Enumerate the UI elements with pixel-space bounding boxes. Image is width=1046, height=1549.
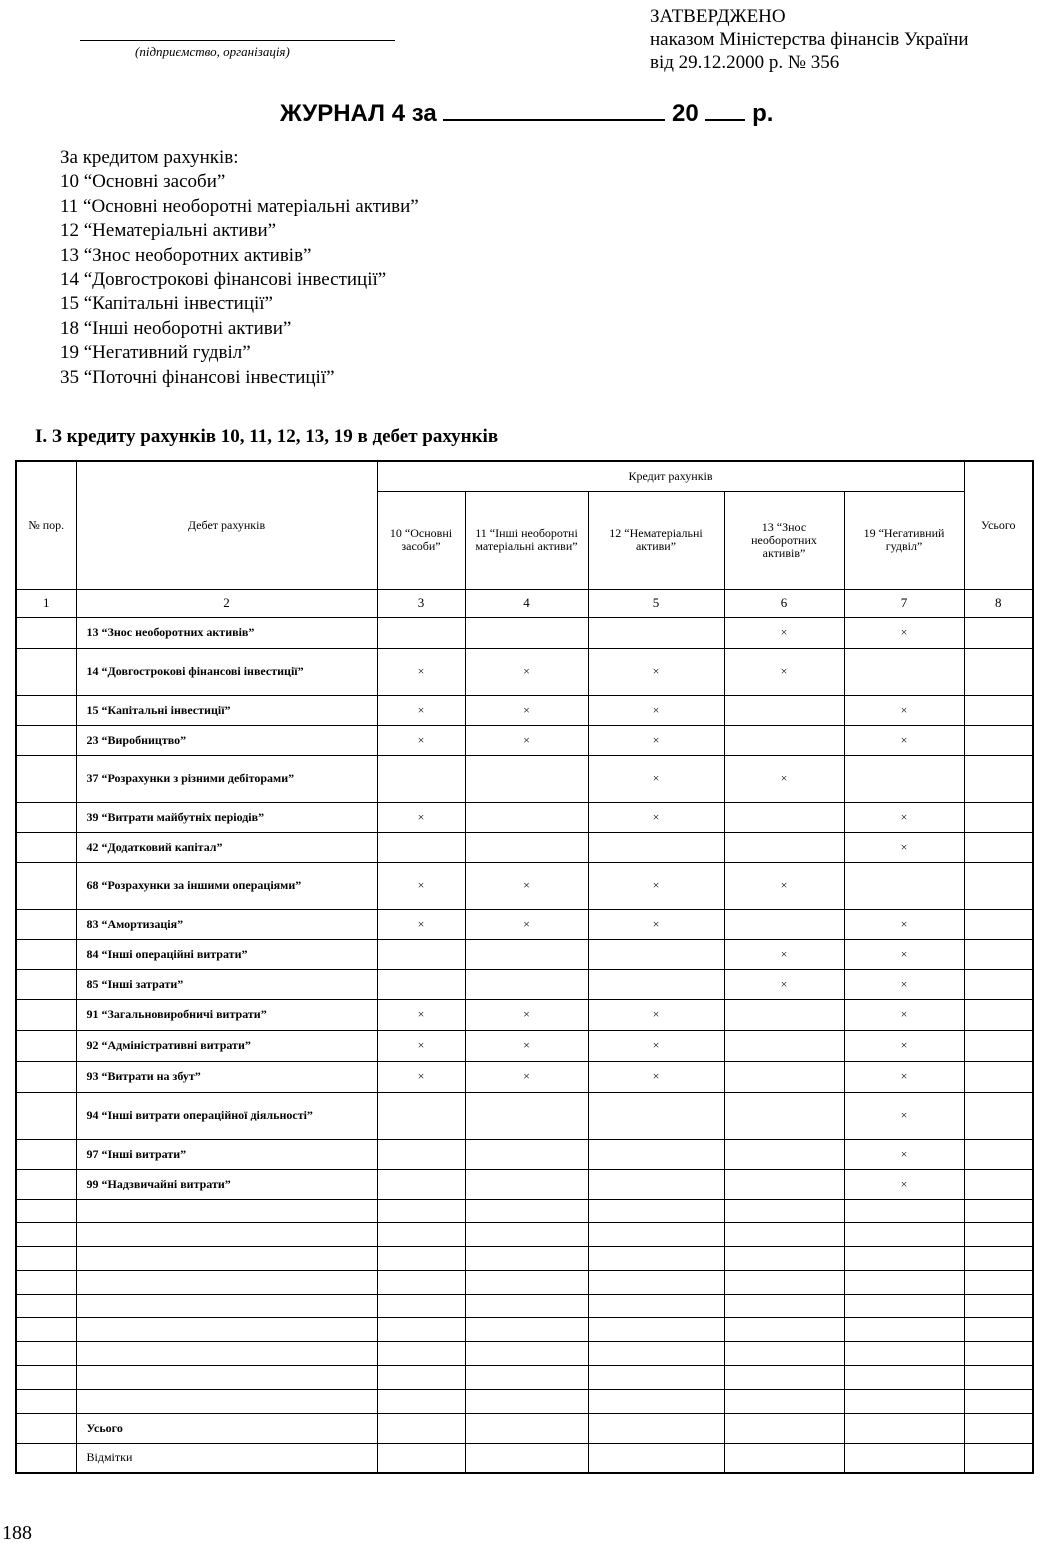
column-numbers-row bbox=[16, 589, 1033, 617]
empty-cell[interactable] bbox=[465, 1199, 588, 1223]
empty-cell[interactable] bbox=[964, 1389, 1033, 1413]
notes-row-label: Відмітки bbox=[76, 1443, 377, 1473]
table-row bbox=[16, 999, 1033, 1030]
debit-account-cell: 37 “Розрахунки з різними дебіторами” bbox=[76, 755, 377, 802]
credit-col-header: 11 “Інші необоротні матеріальні активи” bbox=[465, 491, 588, 589]
empty-row bbox=[16, 1342, 1033, 1366]
header-credit: Кредит рахунків bbox=[377, 461, 964, 491]
table-row bbox=[16, 1061, 1033, 1092]
empty-cell[interactable] bbox=[16, 1223, 76, 1247]
total-row-label: Усього bbox=[76, 1413, 377, 1443]
total-cell[interactable] bbox=[964, 1030, 1033, 1061]
credit-cell[interactable] bbox=[465, 832, 588, 862]
credit-cell[interactable]: × bbox=[588, 725, 724, 755]
credit-cell[interactable] bbox=[724, 695, 844, 725]
empty-cell[interactable] bbox=[16, 1199, 76, 1223]
credit-col-header: 13 “Знос необоротних активів” bbox=[724, 491, 844, 589]
credit-cell[interactable]: × bbox=[377, 862, 465, 909]
empty-cell[interactable] bbox=[76, 1342, 377, 1366]
credit-cell[interactable] bbox=[377, 1139, 465, 1169]
empty-cell[interactable] bbox=[377, 1223, 465, 1247]
row-number-cell[interactable] bbox=[16, 909, 76, 939]
credit-col-header: 19 “Негативний гудвіл” bbox=[844, 491, 964, 589]
empty-cell[interactable] bbox=[724, 1294, 844, 1318]
empty-cell[interactable] bbox=[465, 1247, 588, 1271]
credit-cell[interactable]: × bbox=[844, 1169, 964, 1199]
credit-cell[interactable] bbox=[465, 755, 588, 802]
credit-cell[interactable]: × bbox=[465, 725, 588, 755]
empty-cell[interactable] bbox=[588, 1318, 724, 1342]
empty-cell[interactable] bbox=[377, 1270, 465, 1294]
organization-line bbox=[80, 40, 395, 41]
total-cell[interactable] bbox=[964, 802, 1033, 832]
credit-cell[interactable]: × bbox=[724, 862, 844, 909]
empty-row bbox=[16, 1199, 1033, 1223]
journal-table bbox=[15, 460, 1034, 1474]
row-number-cell[interactable] bbox=[16, 832, 76, 862]
empty-cell[interactable] bbox=[724, 1247, 844, 1271]
column-number: 7 bbox=[844, 589, 964, 617]
empty-cell[interactable] bbox=[964, 1223, 1033, 1247]
empty-cell[interactable] bbox=[724, 1318, 844, 1342]
credit-cell[interactable]: × bbox=[377, 695, 465, 725]
credit-cell[interactable] bbox=[724, 909, 844, 939]
credit-cell[interactable]: × bbox=[724, 648, 844, 695]
debit-account-cell: 99 “Надзвичайні витрати” bbox=[76, 1169, 377, 1199]
empty-cell[interactable] bbox=[724, 1270, 844, 1294]
credit-cell[interactable]: × bbox=[588, 909, 724, 939]
credit-cell[interactable]: × bbox=[465, 1061, 588, 1092]
row-number-cell[interactable] bbox=[16, 939, 76, 969]
credit-cell[interactable] bbox=[724, 802, 844, 832]
empty-cell[interactable] bbox=[964, 1294, 1033, 1318]
empty-cell[interactable] bbox=[16, 1270, 76, 1294]
credit-cell[interactable] bbox=[588, 832, 724, 862]
empty-cell[interactable] bbox=[844, 1199, 964, 1223]
empty-cell[interactable] bbox=[964, 1247, 1033, 1271]
empty-cell[interactable] bbox=[76, 1199, 377, 1223]
table-row bbox=[16, 755, 1033, 802]
header-debit: Дебет рахунків bbox=[76, 461, 377, 589]
credit-cell[interactable]: × bbox=[844, 969, 964, 999]
table-row bbox=[16, 909, 1033, 939]
credit-cell[interactable]: × bbox=[465, 909, 588, 939]
credit-cell[interactable] bbox=[724, 1061, 844, 1092]
debit-account-cell: 42 “Додатковий капітал” bbox=[76, 832, 377, 862]
table-row bbox=[16, 1030, 1033, 1061]
empty-row bbox=[16, 1389, 1033, 1413]
empty-cell[interactable] bbox=[16, 1247, 76, 1271]
column-number: 1 bbox=[16, 589, 76, 617]
empty-cell[interactable] bbox=[465, 1413, 588, 1443]
row-number-cell[interactable] bbox=[16, 1061, 76, 1092]
credit-cell[interactable] bbox=[465, 1169, 588, 1199]
approved-label: ЗАТВЕРДЖЕНО bbox=[650, 6, 786, 27]
row-number-cell[interactable] bbox=[16, 862, 76, 909]
credit-cell[interactable] bbox=[724, 1092, 844, 1139]
total-cell[interactable] bbox=[964, 617, 1033, 648]
empty-cell[interactable] bbox=[76, 1318, 377, 1342]
row-number-cell[interactable] bbox=[16, 1443, 76, 1473]
total-row bbox=[16, 1413, 1033, 1443]
row-number-cell[interactable] bbox=[16, 1030, 76, 1061]
title-prefix: ЖУРНАЛ 4 за bbox=[280, 100, 437, 127]
approval-block bbox=[650, 5, 969, 74]
empty-cell[interactable] bbox=[377, 1389, 465, 1413]
credit-cell[interactable] bbox=[588, 1092, 724, 1139]
row-number-cell[interactable] bbox=[16, 725, 76, 755]
credit-cell[interactable] bbox=[588, 969, 724, 999]
total-cell[interactable] bbox=[964, 695, 1033, 725]
empty-cell[interactable] bbox=[76, 1294, 377, 1318]
total-cell[interactable] bbox=[964, 909, 1033, 939]
credit-cell[interactable] bbox=[724, 1169, 844, 1199]
credit-cell[interactable] bbox=[724, 1139, 844, 1169]
credit-cell[interactable] bbox=[377, 617, 465, 648]
credit-cell[interactable]: × bbox=[465, 1030, 588, 1061]
empty-cell[interactable] bbox=[588, 1443, 724, 1473]
debit-account-cell: 92 “Адміністративні витрати” bbox=[76, 1030, 377, 1061]
accounts-list bbox=[60, 146, 419, 390]
credit-cell[interactable]: × bbox=[465, 999, 588, 1030]
credit-cell[interactable] bbox=[465, 802, 588, 832]
row-number-cell[interactable] bbox=[16, 969, 76, 999]
credit-cell[interactable] bbox=[465, 969, 588, 999]
section-title: І. З кредиту рахунків 10, 11, 12, 13, 19 в дебет рахунків bbox=[35, 426, 499, 447]
empty-cell[interactable] bbox=[76, 1270, 377, 1294]
empty-cell[interactable] bbox=[844, 1270, 964, 1294]
credit-cell[interactable]: × bbox=[377, 802, 465, 832]
empty-cell[interactable] bbox=[724, 1443, 844, 1473]
credit-cell[interactable] bbox=[377, 1169, 465, 1199]
column-number: 6 bbox=[724, 589, 844, 617]
debit-account-cell: 94 “Інші витрати операційної діяльності” bbox=[76, 1092, 377, 1139]
table-row bbox=[16, 969, 1033, 999]
title-suffix: р. bbox=[752, 100, 774, 127]
account-item: 13 “Знос необоротних активів” bbox=[60, 244, 312, 266]
credit-cell[interactable] bbox=[465, 1139, 588, 1169]
title-year-prefix: 20 bbox=[672, 100, 699, 127]
credit-cell[interactable]: × bbox=[588, 1030, 724, 1061]
table-row bbox=[16, 648, 1033, 695]
total-cell[interactable] bbox=[964, 832, 1033, 862]
credit-cell[interactable] bbox=[377, 969, 465, 999]
credit-cell[interactable] bbox=[377, 832, 465, 862]
total-cell[interactable] bbox=[964, 725, 1033, 755]
table-row bbox=[16, 802, 1033, 832]
credit-cell[interactable]: × bbox=[377, 999, 465, 1030]
empty-cell[interactable] bbox=[16, 1389, 76, 1413]
empty-cell[interactable] bbox=[377, 1443, 465, 1473]
approved-date: від 29.12.2000 р. № 356 bbox=[650, 52, 840, 73]
debit-account-cell: 68 “Розрахунки за іншими операціями” bbox=[76, 862, 377, 909]
empty-cell[interactable] bbox=[76, 1366, 377, 1390]
table-row bbox=[16, 939, 1033, 969]
total-cell[interactable] bbox=[964, 1092, 1033, 1139]
empty-cell[interactable] bbox=[588, 1270, 724, 1294]
debit-account-cell: 97 “Інші витрати” bbox=[76, 1139, 377, 1169]
row-number-cell[interactable] bbox=[16, 755, 76, 802]
table-row bbox=[16, 617, 1033, 648]
table-row bbox=[16, 862, 1033, 909]
credit-cell[interactable] bbox=[588, 1169, 724, 1199]
credit-col-header: 12 “Нематеріальні активи” bbox=[588, 491, 724, 589]
empty-cell[interactable] bbox=[588, 1223, 724, 1247]
account-item: 11 “Основні необоротні матеріальні активи” bbox=[60, 195, 419, 217]
credit-cell[interactable] bbox=[724, 832, 844, 862]
empty-cell[interactable] bbox=[588, 1342, 724, 1366]
empty-cell[interactable] bbox=[377, 1413, 465, 1443]
empty-cell[interactable] bbox=[377, 1366, 465, 1390]
empty-cell[interactable] bbox=[724, 1366, 844, 1390]
credit-cell[interactable] bbox=[844, 755, 964, 802]
debit-account-cell: 23 “Виробництво” bbox=[76, 725, 377, 755]
empty-cell[interactable] bbox=[465, 1443, 588, 1473]
row-number-cell[interactable] bbox=[16, 802, 76, 832]
credit-cell[interactable]: × bbox=[844, 1030, 964, 1061]
credit-cell[interactable] bbox=[588, 939, 724, 969]
empty-cell[interactable] bbox=[465, 1270, 588, 1294]
empty-cell[interactable] bbox=[16, 1342, 76, 1366]
empty-cell[interactable] bbox=[964, 1413, 1033, 1443]
credit-cell[interactable] bbox=[844, 648, 964, 695]
credit-cell[interactable] bbox=[588, 1139, 724, 1169]
empty-row bbox=[16, 1270, 1033, 1294]
credit-cell[interactable]: × bbox=[844, 617, 964, 648]
credit-cell[interactable]: × bbox=[844, 909, 964, 939]
credit-cell[interactable] bbox=[465, 1092, 588, 1139]
empty-cell[interactable] bbox=[588, 1389, 724, 1413]
empty-cell[interactable] bbox=[588, 1366, 724, 1390]
account-item: 12 “Нематеріальні активи” bbox=[60, 220, 277, 242]
row-number-cell[interactable] bbox=[16, 1092, 76, 1139]
credit-cell[interactable]: × bbox=[588, 862, 724, 909]
credit-cell[interactable] bbox=[724, 1030, 844, 1061]
row-number-cell[interactable] bbox=[16, 1139, 76, 1169]
debit-account-cell: 91 “Загальновиробничі витрати” bbox=[76, 999, 377, 1030]
empty-cell[interactable] bbox=[16, 1294, 76, 1318]
total-cell[interactable] bbox=[964, 1139, 1033, 1169]
credit-cell[interactable]: × bbox=[465, 648, 588, 695]
credit-cell[interactable]: × bbox=[724, 755, 844, 802]
row-number-cell[interactable] bbox=[16, 617, 76, 648]
credit-cell[interactable] bbox=[465, 939, 588, 969]
empty-cell[interactable] bbox=[588, 1199, 724, 1223]
credit-cell[interactable]: × bbox=[377, 648, 465, 695]
empty-cell[interactable] bbox=[588, 1247, 724, 1271]
empty-cell[interactable] bbox=[377, 1342, 465, 1366]
empty-cell[interactable] bbox=[724, 1199, 844, 1223]
approved-order: наказом Міністерства фінансів України bbox=[650, 29, 969, 50]
empty-cell[interactable] bbox=[76, 1223, 377, 1247]
total-cell[interactable] bbox=[964, 969, 1033, 999]
empty-cell[interactable] bbox=[377, 1294, 465, 1318]
empty-cell[interactable] bbox=[76, 1247, 377, 1271]
empty-cell[interactable] bbox=[964, 1443, 1033, 1473]
credit-col-header: 10 “Основні засоби” bbox=[377, 491, 465, 589]
empty-cell[interactable] bbox=[588, 1413, 724, 1443]
row-number-cell[interactable] bbox=[16, 999, 76, 1030]
debit-account-cell: 13 “Знос необоротних активів” bbox=[76, 617, 377, 648]
credit-cell[interactable]: × bbox=[465, 862, 588, 909]
credit-cell[interactable]: × bbox=[844, 1139, 964, 1169]
total-cell[interactable] bbox=[964, 1169, 1033, 1199]
total-cell[interactable] bbox=[964, 862, 1033, 909]
empty-cell[interactable] bbox=[16, 1366, 76, 1390]
account-item: 35 “Поточні фінансові інвестиції” bbox=[60, 366, 335, 388]
empty-cell[interactable] bbox=[465, 1389, 588, 1413]
empty-cell[interactable] bbox=[465, 1366, 588, 1390]
empty-cell[interactable] bbox=[844, 1247, 964, 1271]
credit-cell[interactable]: × bbox=[588, 999, 724, 1030]
empty-cell[interactable] bbox=[844, 1342, 964, 1366]
empty-cell[interactable] bbox=[377, 1199, 465, 1223]
account-item: 10 “Основні засоби” bbox=[60, 171, 226, 193]
empty-cell[interactable] bbox=[964, 1270, 1033, 1294]
empty-cell[interactable] bbox=[377, 1318, 465, 1342]
account-item: 19 “Негативний гудвіл” bbox=[60, 342, 251, 364]
credit-cell[interactable]: × bbox=[588, 1061, 724, 1092]
credit-cell[interactable]: × bbox=[588, 648, 724, 695]
credit-cell[interactable]: × bbox=[844, 695, 964, 725]
credit-cell[interactable]: × bbox=[377, 909, 465, 939]
account-item: 14 “Довгострокові фінансові інвестиції” bbox=[60, 269, 387, 291]
row-number-cell[interactable] bbox=[16, 1413, 76, 1443]
empty-cell[interactable] bbox=[16, 1318, 76, 1342]
empty-cell[interactable] bbox=[724, 1413, 844, 1443]
credit-cell[interactable]: × bbox=[724, 969, 844, 999]
credit-cell[interactable]: × bbox=[588, 802, 724, 832]
total-cell[interactable] bbox=[964, 648, 1033, 695]
table-row bbox=[16, 725, 1033, 755]
empty-cell[interactable] bbox=[844, 1318, 964, 1342]
empty-row bbox=[16, 1294, 1033, 1318]
empty-cell[interactable] bbox=[964, 1318, 1033, 1342]
empty-cell[interactable] bbox=[964, 1199, 1033, 1223]
credit-cell[interactable] bbox=[588, 617, 724, 648]
organization-caption: (підприємство, організація) bbox=[135, 44, 290, 59]
row-number-cell[interactable] bbox=[16, 1169, 76, 1199]
page-number: 188 bbox=[2, 1522, 32, 1544]
debit-account-cell: 14 “Довгострокові фінансові інвестиції” bbox=[76, 648, 377, 695]
credit-cell[interactable]: × bbox=[844, 939, 964, 969]
empty-row bbox=[16, 1318, 1033, 1342]
credit-cell[interactable]: × bbox=[844, 1092, 964, 1139]
debit-account-cell: 83 “Амортизація” bbox=[76, 909, 377, 939]
column-number: 2 bbox=[76, 589, 377, 617]
table-row bbox=[16, 695, 1033, 725]
empty-cell[interactable] bbox=[844, 1223, 964, 1247]
row-number-cell[interactable] bbox=[16, 648, 76, 695]
empty-cell[interactable] bbox=[844, 1413, 964, 1443]
debit-account-cell: 84 “Інші операційні витрати” bbox=[76, 939, 377, 969]
credit-cell[interactable]: × bbox=[377, 1030, 465, 1061]
empty-cell[interactable] bbox=[844, 1389, 964, 1413]
credit-cell[interactable] bbox=[377, 755, 465, 802]
empty-cell[interactable] bbox=[844, 1443, 964, 1473]
header-total: Усього bbox=[964, 461, 1033, 589]
year-blank[interactable] bbox=[705, 103, 745, 121]
debit-account-cell: 85 “Інші затрати” bbox=[76, 969, 377, 999]
account-item: 18 “Інші необоротні активи” bbox=[60, 317, 292, 339]
credit-cell[interactable] bbox=[724, 999, 844, 1030]
table-row bbox=[16, 1092, 1033, 1139]
account-item: 15 “Капітальні інвестиції” bbox=[60, 293, 273, 315]
column-number: 8 bbox=[964, 589, 1033, 617]
empty-row bbox=[16, 1247, 1033, 1271]
credit-cell[interactable]: × bbox=[844, 999, 964, 1030]
empty-cell[interactable] bbox=[724, 1342, 844, 1366]
empty-cell[interactable] bbox=[844, 1294, 964, 1318]
credit-cell[interactable] bbox=[377, 939, 465, 969]
credit-cell[interactable] bbox=[724, 725, 844, 755]
empty-cell[interactable] bbox=[964, 1366, 1033, 1390]
credit-cell[interactable]: × bbox=[844, 802, 964, 832]
row-number-cell[interactable] bbox=[16, 695, 76, 725]
table-row bbox=[16, 832, 1033, 862]
empty-cell[interactable] bbox=[465, 1223, 588, 1247]
empty-cell[interactable] bbox=[588, 1294, 724, 1318]
credit-cell[interactable] bbox=[465, 617, 588, 648]
empty-cell[interactable] bbox=[465, 1318, 588, 1342]
empty-cell[interactable] bbox=[465, 1342, 588, 1366]
total-cell[interactable] bbox=[964, 999, 1033, 1030]
table-row bbox=[16, 1169, 1033, 1199]
empty-row bbox=[16, 1223, 1033, 1247]
empty-cell[interactable] bbox=[844, 1366, 964, 1390]
header-number: № пор. bbox=[16, 461, 76, 589]
credit-cell[interactable]: × bbox=[844, 1061, 964, 1092]
credit-cell[interactable]: × bbox=[724, 617, 844, 648]
credit-cell[interactable]: × bbox=[377, 1061, 465, 1092]
period-blank[interactable] bbox=[443, 103, 665, 121]
empty-cell[interactable] bbox=[724, 1223, 844, 1247]
empty-cell[interactable] bbox=[724, 1389, 844, 1413]
credit-cell[interactable]: × bbox=[588, 695, 724, 725]
column-number: 4 bbox=[465, 589, 588, 617]
column-number: 3 bbox=[377, 589, 465, 617]
credit-cell[interactable]: × bbox=[844, 832, 964, 862]
empty-cell[interactable] bbox=[377, 1247, 465, 1271]
credit-cell[interactable]: × bbox=[844, 725, 964, 755]
credit-cell[interactable]: × bbox=[465, 695, 588, 725]
credit-cell[interactable]: × bbox=[588, 755, 724, 802]
column-number: 5 bbox=[588, 589, 724, 617]
debit-account-cell: 15 “Капітальні інвестиції” bbox=[76, 695, 377, 725]
empty-cell[interactable] bbox=[76, 1389, 377, 1413]
accounts-intro: За кредитом рахунків: bbox=[60, 147, 239, 168]
empty-cell[interactable] bbox=[964, 1342, 1033, 1366]
total-cell[interactable] bbox=[964, 755, 1033, 802]
credit-cell[interactable]: × bbox=[377, 725, 465, 755]
credit-cell[interactable] bbox=[844, 862, 964, 909]
total-cell[interactable] bbox=[964, 1061, 1033, 1092]
empty-row bbox=[16, 1366, 1033, 1390]
total-cell[interactable] bbox=[964, 939, 1033, 969]
debit-account-cell: 93 “Витрати на збут” bbox=[76, 1061, 377, 1092]
journal-title bbox=[280, 100, 773, 128]
credit-cell[interactable]: × bbox=[724, 939, 844, 969]
debit-account-cell: 39 “Витрати майбутніх періодів” bbox=[76, 802, 377, 832]
notes-row bbox=[16, 1443, 1033, 1473]
table-row bbox=[16, 1139, 1033, 1169]
credit-cell[interactable] bbox=[377, 1092, 465, 1139]
empty-cell[interactable] bbox=[465, 1294, 588, 1318]
